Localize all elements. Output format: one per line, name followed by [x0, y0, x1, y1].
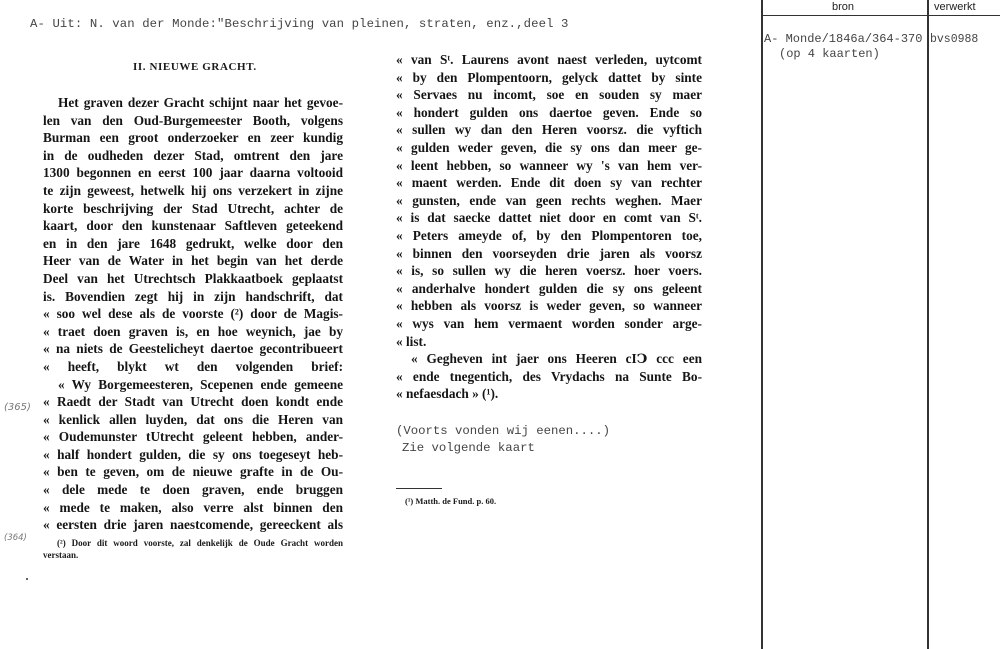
text-line: Deel van het Utrechtsch Plakkaatboek geplaatst — [43, 270, 343, 286]
handwritten-page-note: (364) — [4, 533, 27, 543]
text-line: « dele mede te doen graven, ende bruggen — [43, 482, 343, 498]
left-text-column — [43, 94, 343, 534]
text-line: « maent werden. Ende dit doen sy van rechter — [396, 175, 702, 191]
text-line: « gulden weder geven, die sy ons dan meer ge- — [396, 139, 702, 155]
scan-speck — [26, 578, 28, 580]
source-reference-line: A- Uit: N. van der Monde:"Beschrijving van pleinen, straten, enz.,deel 3 — [30, 17, 569, 31]
table-divider — [927, 0, 929, 649]
left-footnote — [43, 537, 343, 561]
text-line: « wys van hem vermaent worden sonder arge- — [396, 315, 702, 331]
column-header-verwerkt: verwerkt — [934, 1, 976, 13]
text-line: « sullen wy dan den Heren voorsz. die vyftich — [396, 122, 702, 138]
text-line: « by den Plompentoorn, gelyck dattet by sinte — [396, 69, 702, 85]
typed-note: Zie volgende kaart — [402, 441, 535, 455]
table-divider — [761, 0, 763, 649]
text-line: Burman een groot onderzoeker en zeer kundig — [43, 130, 343, 146]
text-line: « van Sᵗ. Laurens avont naest verleden, uytcomt — [396, 52, 702, 67]
column-header-bron: bron — [832, 1, 855, 13]
text-line: « hondert gulden ons daertoe geven. Ende so — [396, 104, 702, 120]
section-title: II. NIEUWE GRACHT. — [133, 61, 257, 73]
footnote-line: (²) Door dit woord voorste, zal denkelijk de Oude Gracht worden — [57, 538, 343, 548]
text-line: « list. — [396, 333, 427, 349]
text-line: « nefaesdach » (¹). — [396, 386, 499, 402]
text-line: en in den jare 1648 gedrukt, welke door den — [43, 235, 343, 251]
text-line: « is, so sullen wy die heren voersz. hoer voers. — [396, 263, 702, 279]
handwritten-page-note: (365) — [4, 402, 31, 413]
right-text-column — [396, 51, 702, 403]
text-line: Het graven dezer Gracht schijnt naar het gevoe- — [58, 95, 343, 110]
footnote-rule — [396, 488, 442, 489]
text-line: « binnen den voorseyden drie jaren als voorsz — [396, 245, 702, 261]
text-line: « anderhalve hondert gulden die sy ons geleent — [396, 280, 702, 296]
text-line: « hebben als voorsz is weder geven, so wanneer — [396, 298, 702, 314]
table-header-rule — [761, 15, 1000, 16]
text-line: « is dat saecke dattet niet door en comt van Sᵗ. — [396, 210, 702, 226]
text-line: « Oudemunster tUtrecht geleent hebben, ander- — [43, 429, 343, 445]
text-line: in de oudheden dezer Stad, omtrent den jare — [43, 147, 343, 163]
text-line: « traet doen graven is, en hoe weynich, jae by — [43, 323, 343, 339]
text-line: « na niets de Geestelicheyt daertoe gecontribueert — [43, 341, 343, 357]
text-line: « mede te maken, also verre alst binnen den — [43, 499, 343, 515]
text-line: « kenlick allen luyden, dat ons die Heren van — [43, 411, 343, 427]
text-line: korte beschrijving der Stad Utrecht, achter de — [43, 200, 343, 216]
right-footnote: (¹) Matth. de Fund. p. 60. — [405, 496, 497, 506]
bron-cell: A- Monde/1846a/364-370 — [764, 32, 923, 46]
text-line: « gunsten, ende van geen rechts weghen. Maer — [396, 192, 702, 208]
text-line: len van den Oud-Burgemeester Booth, volgens — [43, 112, 343, 128]
text-line: te zijn geweest, hetwelk hij ons verzekert in zijne — [43, 182, 343, 198]
text-line: « Raedt der Stadt van Utrecht doen kondt ende — [43, 394, 343, 410]
text-line: « leent hebben, so wanneer wy 's van hem ver- — [396, 157, 702, 173]
text-line: « half hondert gulden, die sy ons toegeseyt heb- — [43, 446, 343, 462]
text-line: « eersten drie jaren naestcomende, gereeckent als — [43, 517, 343, 533]
text-line: Heer van de Water in het begin van het derde — [43, 253, 343, 269]
text-line: « heeft, blykt wt den volgenden brief: — [43, 358, 343, 374]
text-line: « Peters ameyde of, by den Plompentoren toe, — [396, 227, 702, 243]
verwerkt-cell: bvs0988 — [930, 33, 979, 46]
text-line: « soo wel dese als de voorste (²) door de Magis- — [43, 306, 343, 322]
footnote-line: verstaan. — [43, 550, 79, 560]
text-line: 1300 begonnen en eerst 100 jaar daarna voltooid — [43, 165, 343, 181]
text-line: « ende tnegentich, des Vrydachs na Sunte Bo- — [396, 368, 702, 384]
text-line: « ben te geven, om de nieuwe grafte in de Ou- — [43, 464, 343, 480]
bron-cell-note: (op 4 kaarten) — [779, 47, 880, 61]
text-line: « Servaes nu incomt, soe en souden sy maer — [396, 87, 702, 103]
text-line: « Wy Borgemeesteren, Scepenen ende gemeene — [58, 376, 343, 392]
typed-note: (Voorts vonden wij eenen....) — [396, 424, 611, 438]
text-line: is. Bovendien zegt hij in zijn handschrift, dat — [43, 288, 343, 304]
text-line: kaart, door den kunstenaar Saftleven geteekend — [43, 218, 343, 234]
text-line: « Gegheven int jaer ons Heeren cIↃ ccc een — [411, 351, 702, 367]
